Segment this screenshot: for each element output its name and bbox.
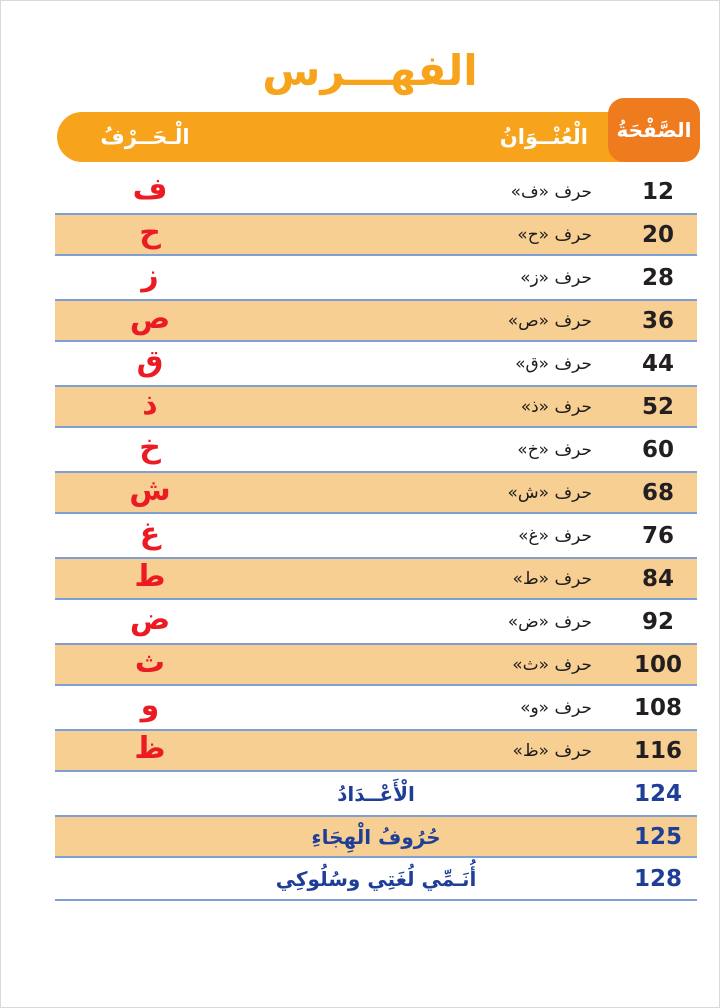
toc-row <box>55 772 697 815</box>
row-letter: ذ <box>142 387 158 422</box>
toc-row <box>55 514 697 557</box>
row-letter: ح <box>139 215 161 250</box>
header-title-label: الْعُنْــوَانُ <box>499 125 588 149</box>
toc-row <box>55 428 697 471</box>
page-number: 108 <box>633 694 682 721</box>
toc-row <box>55 385 697 428</box>
row-letter: خ <box>139 430 161 465</box>
row-title: حرف «ث» <box>512 654 592 675</box>
row-letter: ز <box>141 258 159 293</box>
row-letter: ص <box>129 301 171 336</box>
page-number: 76 <box>641 522 674 549</box>
row-title: حرف «ض» <box>507 611 592 632</box>
page-number: 100 <box>633 651 682 678</box>
row-letter: و <box>140 688 160 723</box>
row-title: حرف «خ» <box>517 439 592 460</box>
row-letter: ض <box>129 602 171 637</box>
toc-row <box>55 299 697 342</box>
section-title: أُنَـمِّي لُغَتِي وسُلُوكِي <box>275 866 477 891</box>
toc-row <box>55 858 697 901</box>
row-title: حرف «ز» <box>520 267 592 288</box>
section-title: حُرُوفُ الْهِجَاءِ <box>311 824 441 849</box>
page-number: 68 <box>641 479 674 506</box>
section-title: الْأَعْــدَادُ <box>337 781 415 806</box>
toc-row <box>55 256 697 299</box>
page-number: 92 <box>641 608 674 635</box>
row-title: حرف «ذ» <box>520 396 592 417</box>
page-number: 128 <box>633 865 682 892</box>
toc-row <box>55 557 697 600</box>
page-number: 60 <box>641 436 674 463</box>
page-number: 84 <box>641 565 674 592</box>
toc-row <box>55 729 697 772</box>
toc-row <box>55 643 697 686</box>
row-letter: غ <box>139 516 161 551</box>
row-letter: ظ <box>134 731 166 766</box>
page-number: 52 <box>641 393 674 420</box>
page-number: 28 <box>641 264 674 291</box>
row-title: حرف «ش» <box>507 482 592 503</box>
toc-row <box>55 342 697 385</box>
toc-row <box>55 600 697 643</box>
toc-row <box>55 815 697 858</box>
page-number: 116 <box>633 737 682 764</box>
row-letter: ط <box>134 559 166 594</box>
row-letter: ش <box>129 473 171 508</box>
toc-rows <box>55 170 697 901</box>
page-number: 36 <box>641 307 674 334</box>
toc-row <box>55 471 697 514</box>
row-title: حرف «ف» <box>510 181 592 202</box>
page-number: 44 <box>641 350 674 377</box>
page-number: 12 <box>641 178 674 205</box>
toc-row <box>55 213 697 256</box>
row-letter: ف <box>132 172 168 207</box>
row-title: حرف «ق» <box>515 353 592 374</box>
row-letter: ق <box>136 344 164 379</box>
row-title: حرف «غ» <box>518 525 592 546</box>
row-title: حرف «ص» <box>507 310 592 331</box>
toc-row <box>55 686 697 729</box>
row-title: حرف «ط» <box>512 568 592 589</box>
table-header-bar <box>57 112 672 162</box>
header-letter-label: الْـحَــرْفُ <box>100 125 190 149</box>
page-number: 124 <box>633 780 682 807</box>
row-letter: ث <box>134 645 166 680</box>
toc-row <box>55 170 697 213</box>
row-title: حرف «ظ» <box>512 740 592 761</box>
header-page-box: الصَّفْحَةُ <box>608 98 700 162</box>
row-title: حرف «ح» <box>517 224 592 245</box>
page-title: الفهـــرس <box>262 46 478 95</box>
page-number: 20 <box>641 221 674 248</box>
row-title: حرف «و» <box>520 697 592 718</box>
page-number: 125 <box>633 823 682 850</box>
